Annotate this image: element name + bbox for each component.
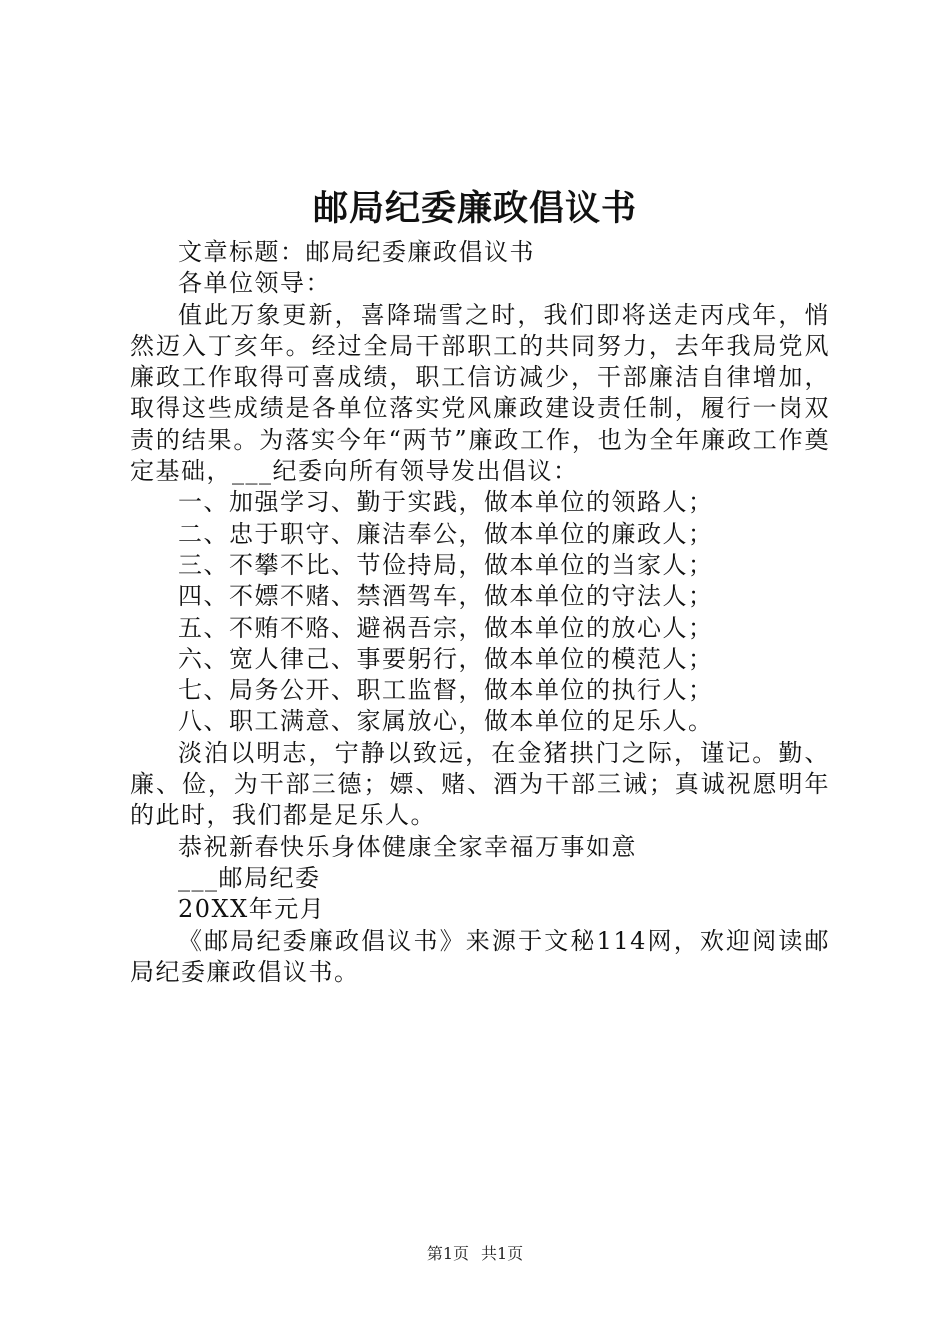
list-item: 二、忠于职守、廉洁奉公，做本单位的廉政人； xyxy=(178,519,714,548)
document-title: 邮局纪委廉政倡议书 xyxy=(312,188,637,229)
source-note: 《邮局纪委廉政倡议书》来源于文秘114网，欢迎阅读邮局纪委廉政倡议书。 xyxy=(130,926,830,986)
signature-line: ___邮局纪委 xyxy=(178,863,321,892)
page-total: 共1页 xyxy=(481,1244,524,1263)
date-line: 20XX年元月 xyxy=(178,895,326,924)
list-item: 四、不嫖不赌、禁酒驾车，做本单位的守法人； xyxy=(178,582,714,611)
list-item: 三、不攀不比、节俭持局，做本单位的当家人； xyxy=(178,550,714,579)
list-item: 八、职工满意、家属放心，做本单位的足乐人。 xyxy=(178,707,714,736)
wishes-line: 恭祝新春快乐身体健康全家幸福万事如意 xyxy=(178,832,637,861)
list-item: 七、局务公开、职工监督，做本单位的执行人； xyxy=(178,676,714,705)
list-item: 五、不贿不赂、避祸吾宗，做本单位的放心人； xyxy=(178,613,714,642)
intro-paragraph: 值此万象更新，喜降瑞雪之时，我们即将送走丙戌年，悄然迈入丁亥年。经过全局干部职工的共同努力，去年我局党风廉政工作取得可喜成绩，职工信访减少，干部廉洁自律增加，取得这些成绩是各单位落实党风廉政建设责任制，履行一岗双责的结果。为落实今年“两节”廉政工作，也为全年廉政工作奠定基础，___纪委向所有领导发出倡议： xyxy=(130,300,830,486)
closing-paragraph: 淡泊以明志，宁静以致远，在金猪拱门之际，谨记。勤、廉、俭，为干部三德；嫖、赌、酒为干部三诫；真诚祝愿明年的此时，我们都是足乐人。 xyxy=(130,738,830,830)
page-footer xyxy=(0,1243,950,1265)
document-body xyxy=(130,237,830,988)
article-title-line: 文章标题：邮局纪委廉政倡议书 xyxy=(178,238,535,266)
page-number: 第1页 xyxy=(426,1244,469,1263)
list-item: 一、加强学习、勤于实践，做本单位的领路人； xyxy=(178,488,714,517)
salutation: 各单位领导： xyxy=(178,269,331,298)
list-item: 六、宽人律己、事要躬行，做本单位的模范人； xyxy=(178,644,714,673)
